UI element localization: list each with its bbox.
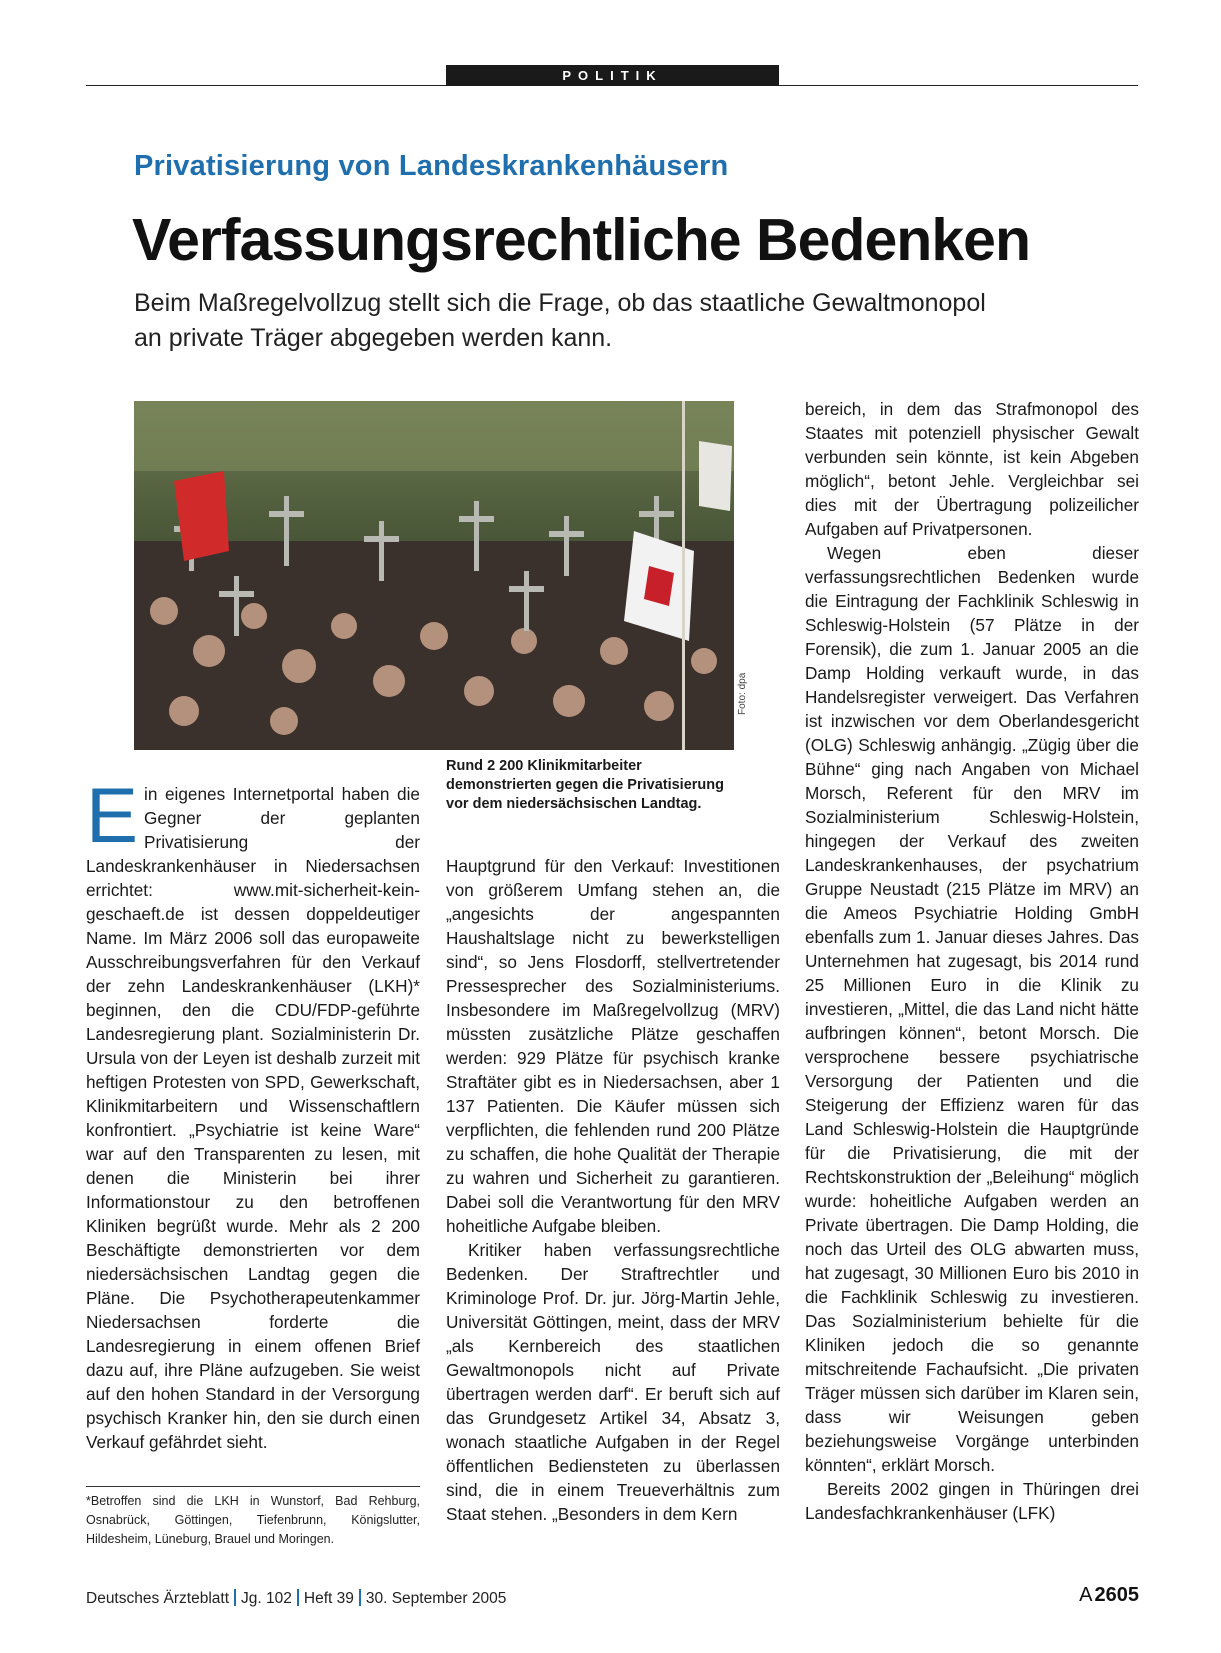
article-headline: Verfassungsrechtliche Bedenken [132,207,1030,273]
footer-separator [297,1589,299,1606]
journal-volume: Jg. 102 [241,1590,292,1607]
article-kicker: Privatisierung von Landeskrankenhäusern [134,150,729,182]
column-3-paragraph-1: bereich, in dem das Strafmonopol des Staates mit potenziell physischer Gewalt verbunden sein könnte, ist kein Abgeben möglich“, betont Jehle. Vergleichbar sei dies mit der Übertragung polizeilicher Aufgaben auf Privatpersonen. [805,399,1139,539]
column-1-text: in eigenes Internetportal haben die Gegner der geplanten Privatisierung der Landeskrankenhäuser in Niedersachsen errichtet: www.mit-sicherheit-kein-geschaeft.de ist dessen doppeldeutiger Name. Im März 2006 soll das europaweite Ausschreibungsverfahren für den Verkauf der zehn Landeskrankenhäuser (LKH)* beginnen, den die CDU/FDP-geführte Landesregierung plant. Sozialministerin Dr. Ursula von der Leyen ist deshalb zurzeit mit heftigen Protesten von SPD, Gewerkschaft, Klinikmitarbeitern und Wissenschaftlern konfrontiert. „Psychiatrie ist keine Ware“ war auf den Transparenten zu lesen, mit denen die Ministerin bei ihrer Informationstour zu den betroffenen Kliniken begrüßt wurde. Mehr als 2 200 Beschäftigte demonstrierten vor dem niedersächsischen Landtag gegen die Pläne. Die Psychotherapeutenkammer Niedersachsen forderte die Landesregierung in einem offenen Brief dazu auf, ihre Pläne aufzugeben. Sie weist auf den hohen Standard in der Versorgung psychisch Kranker hin, den sie durch einen Verkauf gefährdet sieht. [86,784,420,1452]
article-column-2 [446,854,780,1526]
journal-date: 30. September 2005 [365,1590,507,1607]
column-2-paragraph-2: Kritiker haben verfassungsrechtliche Bedenken. Der Straftrechtler und Kriminologe Prof. Dr. jur. Jörg-Martin Jehle, Universität Göttingen, meint, dass der MRV „als Kernbereich des staatlichen Gewaltmonopols nicht auf Private übertragen werden darf“. Er beruft sich auf das Grundgesetz Artikel 34, Absatz 3, wonach staatliche Aufgaben in der Regel öffentlichen Bediensteten zu überlassen sind, die in einem Treueverhältnis zum Staat stehen. „Besonders in dem Kern [446,1240,780,1524]
page-number-value: 2605 [1094,1584,1139,1606]
section-label: POLITIK [446,65,779,86]
article-column-3 [805,397,1139,1525]
article-column-1 [86,771,420,1454]
dropcap: E [86,771,139,859]
photo-caption: Rund 2 200 Klinikmitarbeiter demonstrierten gegen die Privatisierung vor dem niedersächsischen Landtag. [446,758,724,812]
footer-separator [359,1589,361,1606]
column-3-paragraph-3: Bereits 2002 gingen in Thüringen drei Landesfachkrankenhäuser (LFK) [805,1479,1139,1523]
page-footer [86,1589,506,1608]
article-deck: Beim Maßregelvollzug stellt sich die Frage, ob das staatliche Gewaltmonopol an private Träger abgegeben werden kann. [134,289,986,352]
journal-name: Deutsches Ärzteblatt [86,1590,230,1607]
footnote: *Betroffen sind die LKH in Wunstorf, Bad Rehburg, Osnabrück, Göttingen, Tiefenbrunn, Königslutter, Hildesheim, Lüneburg, Brauel und Moringen. [86,1494,420,1546]
column-1-paragraph [86,771,420,1454]
page-number [1079,1584,1139,1607]
photo-credit: Foto: dpa [737,672,748,715]
footer-separator [234,1589,236,1606]
page-prefix: A [1079,1584,1093,1606]
column-3-paragraph-2: Wegen eben dieser verfassungsrechtlichen Bedenken wurde die Eintragung der Fachklinik Schleswig in Schleswig-Holstein (57 Plätze in der Forensik), die zum 1. Januar 2005 an die Damp Holding verkauft wurde, in das Handelsregister verweigert. Das Verfahren ist inzwischen vor dem Oberlandesgericht (OLG) Schleswig anhängig. „Zügig über die Bühne“ ging nach Angaben von Michael Morsch, Referent für den MRV im Sozialministerium Schleswig-Holstein, hingegen der Verkauf des zweiten Landeskrankenhauses, der psychatrium Gruppe Neustadt (215 Plätze im MRV) an die Ameos Psychiatrie Holding GmbH ebenfalls zum 1. Januar dieses Jahres. Das Unternehmen hat zugesagt, bis 2014 rund 25 Millionen Euro in die Klinik zu investieren, „Mittel, die das Land nicht hätte aufbringen können“, betont Morsch. Die versprochene bessere psychiatrische Versorgung der Patienten und die Steigerung der Effizienz waren für das Land Schleswig-Holstein die Hauptgründe für die Privatisierung, die mit der Rechtskonstruktion der „Beleihung“ möglich wurde: hoheitliche Aufgaben werden an Private übertragen. Die Damp Holding, die noch das Urteil des OLG abwarten muss, hat zugesagt, 30 Millionen Euro bis 2010 in die Fachklinik Schleswig zu investieren. Das Sozialministerium behielte für die Kliniken jedoch die so genannte mitschreitende Fachaufsicht. „Die privaten Träger müssen sich darüber im Klaren sein, dass wir Weisungen geben beziehungsweise Vorgänge unterbinden könnten“, erklärt Morsch. [805,543,1139,1475]
journal-issue: Heft 39 [303,1590,354,1607]
demonstration-photo [134,401,734,750]
column-2-paragraph-1: Hauptgrund für den Verkauf: Investitionen von größerem Umfang stehen an, die „angesichts der angespannten Haushaltslage nicht zu bewerkstelligen sind“, so Jens Flosdorff, stellvertretender Pressesprecher des Sozialministeriums. Insbesondere im Maßregelvollzug (MRV) müssten zusätzliche Plätze geschaffen werden: 929 Plätze für psychisch kranke Straftäter gibt es in Niedersachsen, aber 1 137 Patienten. Die Käufer müssen sich verpflichten, die fehlenden rund 200 Plätze zu schaffen, die hohe Qualität der Therapie zu wahren und Sicherheit zu garantieren. Dabei soll die Verantwortung für den MRV hoheitliche Aufgabe bleiben. [446,856,780,1236]
footnote-rule [86,1486,420,1487]
